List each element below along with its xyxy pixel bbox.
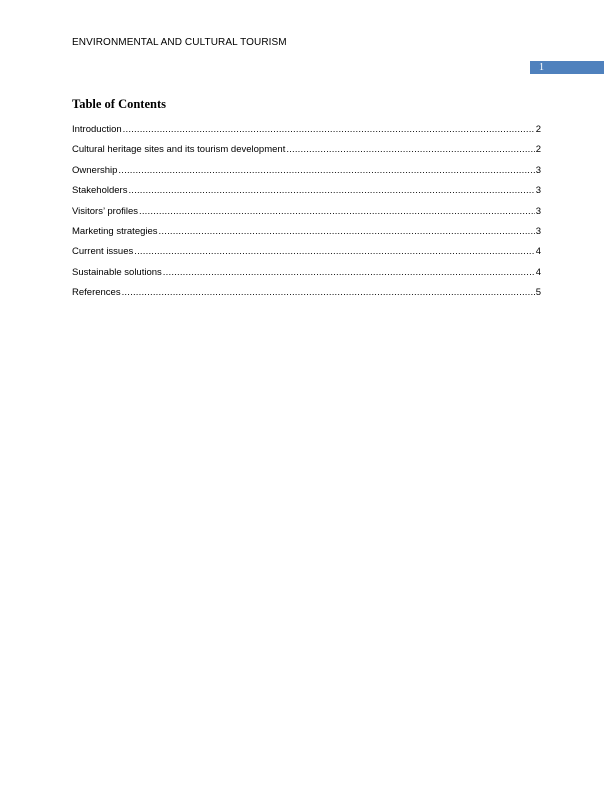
dot-leader: [118, 165, 534, 176]
toc-entry-stakeholders[interactable]: [72, 185, 541, 205]
toc-entry-page: 5: [535, 287, 541, 299]
toc-entry-current-issues[interactable]: [72, 246, 541, 266]
toc-entry-cultural-heritage-sites[interactable]: [72, 144, 541, 164]
toc-entry-page: 3: [535, 225, 541, 237]
toc-entry-title: Sustainable solutions: [72, 266, 162, 278]
toc-entry-ownership[interactable]: [72, 165, 541, 185]
toc-entry-sustainable-solutions[interactable]: [72, 267, 541, 287]
page-number: 1: [530, 61, 604, 74]
toc-entry-page: 2: [535, 144, 541, 156]
toc-entry-page: 2: [535, 124, 541, 135]
toc-entry-title: Marketing strategies: [72, 225, 158, 237]
toc-entry-page: 4: [535, 246, 541, 258]
toc-heading: Table of Contents: [72, 97, 166, 111]
dot-leader: [134, 246, 534, 257]
toc-entry-references[interactable]: [72, 287, 541, 307]
dot-leader: [163, 267, 535, 278]
running-head: ENVIRONMENTAL AND CULTURAL TOURISM: [72, 37, 287, 48]
dot-leader: [122, 287, 535, 298]
dot-leader: [128, 185, 534, 196]
toc-entry-title: Introduction: [72, 124, 122, 135]
toc-entry-page: 3: [535, 164, 541, 176]
dot-leader: [159, 226, 535, 237]
toc-entry-page: 4: [535, 266, 541, 278]
toc-entry-title: Ownership: [72, 164, 118, 176]
dot-leader: [139, 206, 535, 217]
toc-entry-visitors-profiles[interactable]: [72, 206, 541, 226]
toc-entry-introduction[interactable]: [72, 124, 541, 144]
toc-entry-title: Cultural heritage sites and its tourism development: [72, 144, 286, 156]
dot-leader: [286, 144, 534, 155]
toc-entry-marketing-strategies[interactable]: [72, 226, 541, 246]
toc-entry-title: References: [72, 287, 121, 299]
dot-leader: [123, 124, 535, 135]
toc-entry-title: Stakeholders: [72, 185, 128, 197]
toc-entry-title: Current issues: [72, 246, 134, 258]
toc-entry-page: 3: [535, 205, 541, 217]
toc-entry-page: 3: [535, 185, 541, 197]
table-of-contents: [72, 124, 541, 308]
toc-entry-title: Visitors’ profiles: [72, 205, 138, 217]
